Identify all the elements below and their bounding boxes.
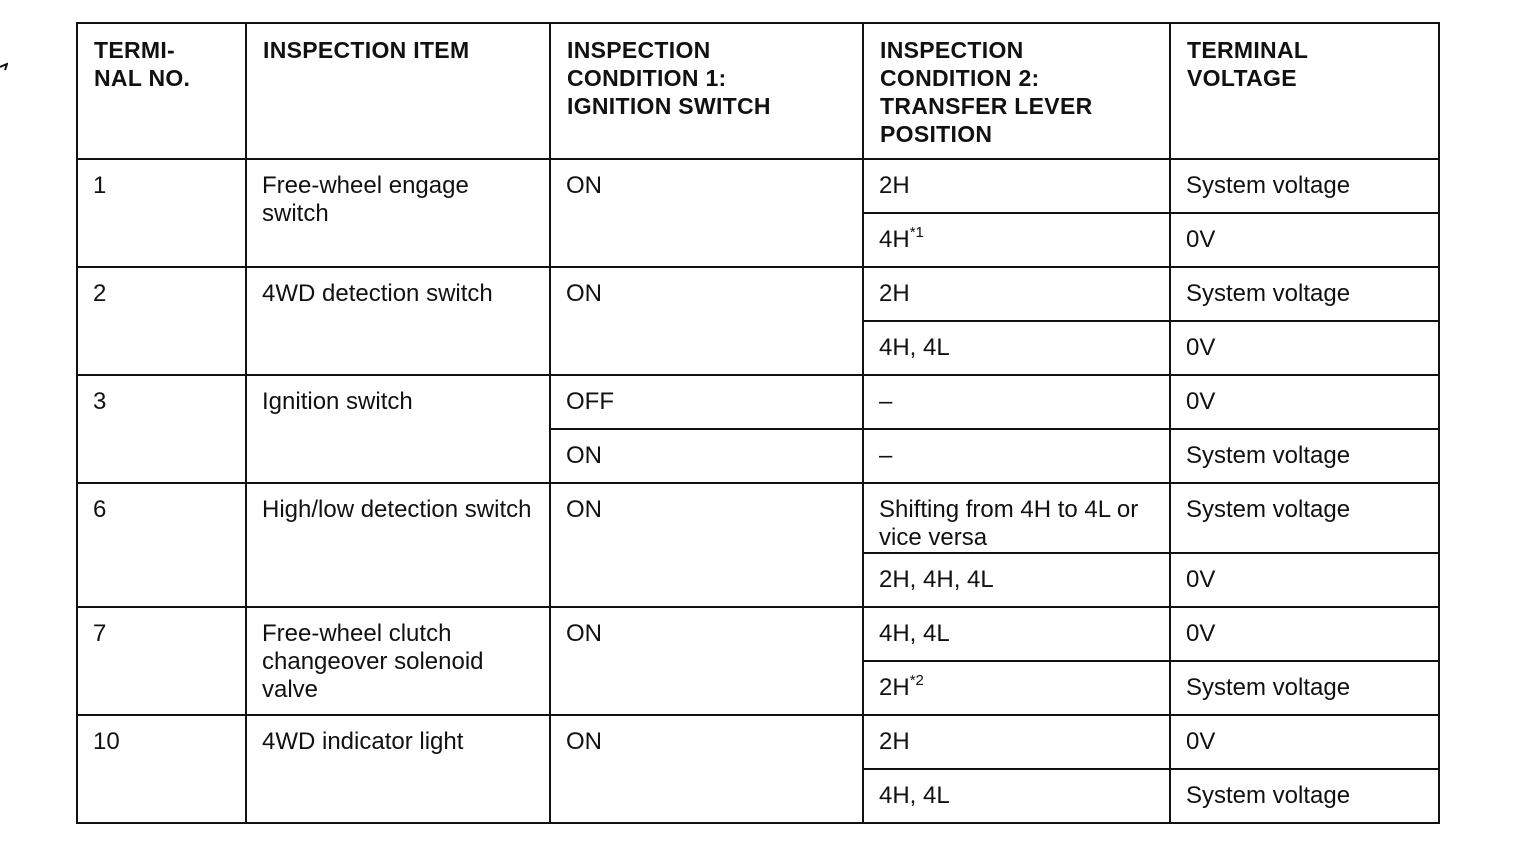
terminal-number-cell-text: 1 bbox=[93, 172, 107, 199]
condition-2-cell-text: 2H bbox=[879, 674, 910, 701]
table-row bbox=[77, 159, 1439, 213]
condition-2-cell bbox=[863, 321, 1170, 375]
condition-2-cell bbox=[863, 607, 1170, 661]
condition-1-cell-text: ON bbox=[566, 280, 602, 307]
condition-1-cell bbox=[550, 429, 863, 483]
condition-2-cell bbox=[863, 267, 1170, 321]
table-row bbox=[77, 483, 1439, 553]
terminal-voltage-cell-text: System voltage bbox=[1186, 496, 1351, 523]
terminal-number-cell bbox=[77, 483, 246, 607]
condition-1-cell-text: OFF bbox=[566, 388, 614, 415]
terminal-voltage-cell-text: System voltage bbox=[1186, 782, 1351, 809]
condition-2-cell bbox=[863, 769, 1170, 823]
table-row bbox=[77, 375, 1439, 429]
header-terminal-voltage: TERMINAL VOLTAGE bbox=[1170, 23, 1439, 159]
condition-2-cell-text: 2H bbox=[879, 728, 910, 755]
terminal-voltage-cell bbox=[1170, 159, 1439, 213]
inspection-item-cell-text: Free-wheel clutch changeover solenoid valve bbox=[262, 620, 484, 703]
inspection-item-cell bbox=[246, 607, 550, 715]
condition-1-cell bbox=[550, 607, 863, 715]
terminal-voltage-cell bbox=[1170, 375, 1439, 429]
condition-2-cell-text: 2H bbox=[879, 172, 910, 199]
footnote-marker: *2 bbox=[909, 672, 924, 689]
header-condition-1: INSPECTION CONDITION 1: IGNITION SWITCH bbox=[550, 23, 863, 159]
inspection-item-cell-text: Free-wheel engage switch bbox=[262, 172, 469, 227]
header-inspection-item: INSPECTION ITEM bbox=[246, 23, 550, 159]
table-row bbox=[77, 267, 1439, 321]
terminal-number-cell bbox=[77, 715, 246, 823]
condition-1-cell-text: ON bbox=[566, 620, 602, 647]
condition-1-cell-text: ON bbox=[566, 442, 602, 469]
terminal-voltage-cell-text: 0V bbox=[1186, 620, 1216, 647]
terminal-voltage-cell bbox=[1170, 267, 1439, 321]
condition-2-cell-text: – bbox=[879, 442, 893, 469]
inspection-item-cell-text: 4WD detection switch bbox=[262, 280, 493, 307]
inspection-table bbox=[76, 22, 1440, 824]
header-row bbox=[77, 23, 1439, 159]
condition-1-cell-text: ON bbox=[566, 728, 602, 755]
condition-2-cell bbox=[863, 483, 1170, 553]
terminal-voltage-cell-text: System voltage bbox=[1186, 442, 1351, 469]
condition-2-cell-text: 4H, 4L bbox=[879, 620, 950, 647]
condition-1-cell bbox=[550, 715, 863, 823]
footnote-marker: *1 bbox=[909, 224, 924, 241]
table-row bbox=[77, 607, 1439, 661]
terminal-number-cell-text: 2 bbox=[93, 280, 107, 307]
terminal-voltage-cell-text: 0V bbox=[1186, 566, 1216, 593]
condition-2-cell bbox=[863, 375, 1170, 429]
condition-2-cell-text: Shifting from 4H to 4L or vice versa bbox=[879, 496, 1139, 551]
inspection-item-cell-text: 4WD indicator light bbox=[262, 728, 464, 755]
table-row bbox=[77, 715, 1439, 769]
terminal-voltage-cell bbox=[1170, 429, 1439, 483]
terminal-voltage-cell-text: System voltage bbox=[1186, 674, 1351, 701]
terminal-number-cell bbox=[77, 607, 246, 715]
inspection-item-cell bbox=[246, 267, 550, 375]
header-condition-2: INSPECTION CONDITION 2: TRANSFER LEVER POSITION bbox=[863, 23, 1170, 159]
terminal-voltage-cell bbox=[1170, 213, 1439, 267]
terminal-voltage-cell bbox=[1170, 715, 1439, 769]
condition-1-cell bbox=[550, 375, 863, 429]
terminal-voltage-cell bbox=[1170, 483, 1439, 553]
terminal-number-cell-text: 6 bbox=[93, 496, 107, 523]
condition-1-cell bbox=[550, 267, 863, 375]
condition-2-cell bbox=[863, 429, 1170, 483]
header-terminal: TERMI- NAL NO. bbox=[77, 23, 246, 159]
margin-mark bbox=[0, 60, 8, 72]
condition-2-cell bbox=[863, 159, 1170, 213]
condition-2-cell bbox=[863, 715, 1170, 769]
terminal-voltage-cell-text: System voltage bbox=[1186, 280, 1351, 307]
terminal-voltage-cell-text: 0V bbox=[1186, 728, 1216, 755]
terminal-voltage-cell bbox=[1170, 553, 1439, 607]
inspection-item-cell bbox=[246, 483, 550, 607]
condition-2-cell-text: 4H bbox=[879, 226, 910, 253]
terminal-voltage-cell-text: 0V bbox=[1186, 226, 1216, 253]
condition-2-cell bbox=[863, 553, 1170, 607]
inspection-item-cell bbox=[246, 375, 550, 483]
condition-1-cell bbox=[550, 483, 863, 607]
condition-2-cell bbox=[863, 661, 1170, 715]
inspection-item-cell bbox=[246, 159, 550, 267]
terminal-voltage-cell-text: 0V bbox=[1186, 334, 1216, 361]
condition-2-cell bbox=[863, 213, 1170, 267]
terminal-voltage-cell bbox=[1170, 661, 1439, 715]
condition-2-cell-text: 2H bbox=[879, 280, 910, 307]
terminal-number-cell bbox=[77, 375, 246, 483]
terminal-voltage-cell bbox=[1170, 769, 1439, 823]
terminal-number-cell-text: 3 bbox=[93, 388, 107, 415]
terminal-voltage-cell-text: System voltage bbox=[1186, 172, 1351, 199]
terminal-number-cell bbox=[77, 267, 246, 375]
terminal-voltage-cell-text: 0V bbox=[1186, 388, 1216, 415]
inspection-item-cell-text: Ignition switch bbox=[262, 388, 413, 415]
condition-2-cell-text: 4H, 4L bbox=[879, 782, 950, 809]
terminal-number-cell-text: 7 bbox=[93, 620, 107, 647]
condition-1-cell-text: ON bbox=[566, 496, 602, 523]
condition-2-cell-text: 2H, 4H, 4L bbox=[879, 566, 994, 593]
condition-1-cell-text: ON bbox=[566, 172, 602, 199]
inspection-item-cell bbox=[246, 715, 550, 823]
terminal-number-cell-text: 10 bbox=[93, 728, 120, 755]
condition-2-cell-text: – bbox=[879, 388, 893, 415]
terminal-voltage-cell bbox=[1170, 321, 1439, 375]
condition-2-cell-text: 4H, 4L bbox=[879, 334, 950, 361]
terminal-number-cell bbox=[77, 159, 246, 267]
condition-1-cell bbox=[550, 159, 863, 267]
terminal-voltage-cell bbox=[1170, 607, 1439, 661]
inspection-item-cell-text: High/low detection switch bbox=[262, 496, 532, 523]
